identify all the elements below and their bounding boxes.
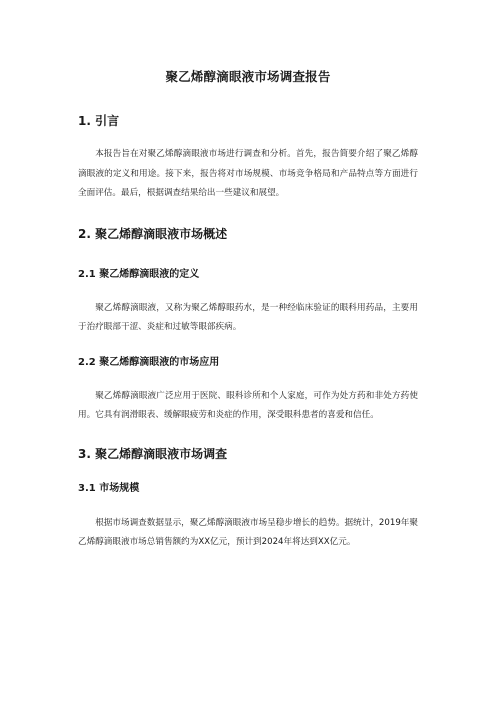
market-size-paragraph: 根据市场调查数据显示，聚乙烯醇滴眼液市场呈稳步增长的趋势。据统计，2019年聚乙烯醇滴眼液市场总销售额约为XX亿元，预计到2024年将达到XX亿元。 bbox=[78, 517, 418, 547]
section-heading-market-survey: 3. 聚乙烯醇滴眼液市场调查 bbox=[78, 446, 228, 461]
section-heading-introduction: 1. 引言 bbox=[78, 114, 120, 128]
section-heading-market-overview: 2. 聚乙烯醇滴眼液市场概述 bbox=[78, 226, 228, 241]
document-title: 聚乙烯醇滴眼液市场调查报告 bbox=[165, 69, 331, 84]
market-application-paragraph: 聚乙烯醇滴眼液广泛应用于医院、眼科诊所和个人家庭，可作为处方药和非处方药使用。它具有润滑眼表、缓解眼疲劳和炎症的作用，深受眼科患者的喜爱和信任。 bbox=[78, 390, 418, 420]
introduction-paragraph: 本报告旨在对聚乙烯醇滴眼液市场进行调查和分析。首先，报告简要介绍了聚乙烯醇滴眼液的定义和用途。接下来，报告将对市场规模、市场竞争格局和产品特点等方面进行全面评估。最后，根据调查结果给出一些建议和展望。 bbox=[78, 149, 418, 198]
definition-paragraph: 聚乙烯醇滴眼液，又称为聚乙烯醇眼药水，是一种经临床验证的眼科用药品，主要用于治疗眼部干涩、炎症和过敏等眼部疾病。 bbox=[78, 302, 418, 332]
subsection-heading-market-application: 2.2 聚乙烯醇滴眼液的市场应用 bbox=[78, 356, 220, 368]
subsection-heading-market-size: 3.1 市场规模 bbox=[78, 482, 140, 494]
subsection-heading-definition: 2.1 聚乙烯醇滴眼液的定义 bbox=[78, 268, 200, 280]
